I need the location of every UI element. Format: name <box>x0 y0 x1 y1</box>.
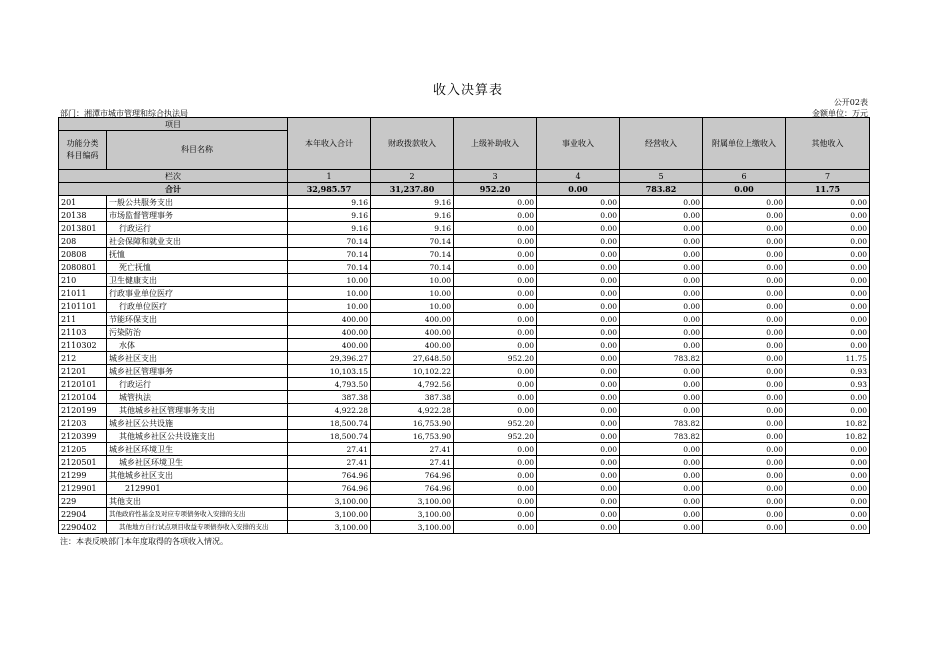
amount-cell: 9.16 <box>371 209 454 222</box>
amount-cell: 0.00 <box>454 261 537 274</box>
amount-cell: 3,100.00 <box>371 521 454 534</box>
amount-cell: 0.00 <box>620 521 703 534</box>
amount-cell: 0.93 <box>786 378 870 391</box>
amount-cell: 400.00 <box>371 339 454 352</box>
table-row <box>59 209 870 222</box>
amount-cell: 18,500.74 <box>288 417 371 430</box>
amount-cell: 0.00 <box>786 261 870 274</box>
amount-cell: 764.96 <box>288 482 371 495</box>
amount-cell: 70.14 <box>371 248 454 261</box>
table-row <box>59 222 870 235</box>
amount-cell: 0.00 <box>703 287 786 300</box>
amount-cell: 0.00 <box>786 521 870 534</box>
amount-cell: 0.00 <box>454 339 537 352</box>
amount-cell: 0.00 <box>703 443 786 456</box>
subject-code: 201 <box>59 196 107 209</box>
amount-cell: 0.00 <box>703 339 786 352</box>
amount-cell: 0.00 <box>703 209 786 222</box>
subject-code: 21205 <box>59 443 107 456</box>
amount-cell: 0.00 <box>454 443 537 456</box>
amount-cell: 0.00 <box>620 482 703 495</box>
table-row <box>59 443 870 456</box>
amount-cell: 70.14 <box>288 235 371 248</box>
amount-cell: 0.00 <box>703 222 786 235</box>
amount-cell: 764.96 <box>288 469 371 482</box>
amount-cell: 0.00 <box>786 404 870 417</box>
amount-cell: 0.00 <box>620 378 703 391</box>
subject-name: 其他政府性基金及对应专项债务收入安排的支出 <box>107 508 288 521</box>
amount-cell: 0.00 <box>786 443 870 456</box>
amount-cell: 0.00 <box>537 209 620 222</box>
amount-cell: 0.00 <box>786 209 870 222</box>
amount-cell: 0.00 <box>537 404 620 417</box>
amount-cell: 10.00 <box>288 274 371 287</box>
subject-code: 229 <box>59 495 107 508</box>
amount-cell: 0.00 <box>454 404 537 417</box>
amount-cell: 0.00 <box>703 248 786 261</box>
amount-cell: 10.00 <box>371 274 454 287</box>
amount-cell: 783.82 <box>620 430 703 443</box>
amount-cell: 3,100.00 <box>288 521 371 534</box>
amount-cell: 10.00 <box>371 300 454 313</box>
col-number-5: 6 <box>703 170 786 183</box>
col-header-0: 本年收入合计 <box>288 118 371 170</box>
table-row <box>59 313 870 326</box>
amount-cell: 0.00 <box>786 469 870 482</box>
subject-code: 2080801 <box>59 261 107 274</box>
amount-cell: 0.00 <box>454 508 537 521</box>
total-value: 783.82 <box>620 183 703 196</box>
amount-cell: 0.00 <box>703 235 786 248</box>
amount-cell: 0.00 <box>537 443 620 456</box>
table-row <box>59 274 870 287</box>
amount-cell: 0.00 <box>454 235 537 248</box>
amount-cell: 0.00 <box>703 365 786 378</box>
amount-cell: 0.00 <box>620 313 703 326</box>
col-number-1: 2 <box>371 170 454 183</box>
amount-cell: 0.00 <box>454 222 537 235</box>
total-value: 952.20 <box>454 183 537 196</box>
amount-cell: 27,648.50 <box>371 352 454 365</box>
subject-name: 城乡社区环境卫生 <box>107 456 288 469</box>
report-title: 收入决算表 <box>432 83 503 98</box>
subject-code: 210 <box>59 274 107 287</box>
amount-cell: 400.00 <box>288 326 371 339</box>
subject-name: 城管执法 <box>107 391 288 404</box>
table-row <box>59 378 870 391</box>
subject-code: 211 <box>59 313 107 326</box>
amount-cell: 0.00 <box>703 417 786 430</box>
amount-cell: 0.00 <box>620 209 703 222</box>
amount-cell: 0.00 <box>537 495 620 508</box>
table-row <box>59 495 870 508</box>
amount-cell: 0.00 <box>786 248 870 261</box>
subject-name: 污染防治 <box>107 326 288 339</box>
subject-code: 2129901 <box>59 482 107 495</box>
subject-name: 城乡社区公共设施 <box>107 417 288 430</box>
subject-name: 城乡社区支出 <box>107 352 288 365</box>
amount-cell: 0.00 <box>454 365 537 378</box>
col-number-3: 4 <box>537 170 620 183</box>
subject-name: 卫生健康支出 <box>107 274 288 287</box>
amount-cell: 0.00 <box>537 456 620 469</box>
table-row <box>59 391 870 404</box>
amount-cell: 400.00 <box>371 326 454 339</box>
amount-cell: 0.00 <box>786 235 870 248</box>
amount-cell: 29,396.27 <box>288 352 371 365</box>
amount-cell: 0.00 <box>703 378 786 391</box>
amount-cell: 0.00 <box>703 300 786 313</box>
amount-cell: 27.41 <box>288 456 371 469</box>
subject-name: 其他城乡社区管理事务支出 <box>107 404 288 417</box>
table-row <box>59 261 870 274</box>
amount-cell: 9.16 <box>371 196 454 209</box>
col-header-2: 上级补助收入 <box>454 118 537 170</box>
amount-cell: 10.00 <box>288 300 371 313</box>
amount-cell: 0.00 <box>786 222 870 235</box>
amount-cell: 0.00 <box>786 482 870 495</box>
amount-cell: 764.96 <box>371 469 454 482</box>
amount-cell: 0.00 <box>786 196 870 209</box>
amount-cell: 0.00 <box>454 482 537 495</box>
subject-name: 其他城乡社区支出 <box>107 469 288 482</box>
amount-cell: 0.00 <box>537 430 620 443</box>
amount-cell: 0.00 <box>454 326 537 339</box>
amount-cell: 0.00 <box>703 482 786 495</box>
amount-cell: 4,922.28 <box>288 404 371 417</box>
table-row <box>59 456 870 469</box>
amount-cell: 0.00 <box>537 339 620 352</box>
amount-cell: 0.00 <box>537 469 620 482</box>
amount-cell: 0.00 <box>454 378 537 391</box>
amount-cell: 27.41 <box>288 443 371 456</box>
total-value: 11.75 <box>786 183 870 196</box>
amount-cell: 3,100.00 <box>371 495 454 508</box>
subject-code: 2290402 <box>59 521 107 534</box>
table-row <box>59 521 870 534</box>
subject-name: 其他地方自行试点项目收益专项债券收入安排的支出 <box>107 521 288 534</box>
table-row <box>59 339 870 352</box>
col-number-4: 5 <box>620 170 703 183</box>
table-row <box>59 482 870 495</box>
col-number-6: 7 <box>786 170 870 183</box>
subject-code: 21203 <box>59 417 107 430</box>
amount-cell: 0.00 <box>454 313 537 326</box>
amount-cell: 4,792.56 <box>371 378 454 391</box>
amount-cell: 0.00 <box>620 365 703 378</box>
amount-cell: 0.00 <box>454 248 537 261</box>
table-row <box>59 417 870 430</box>
subject-name: 水体 <box>107 339 288 352</box>
amount-cell: 0.00 <box>537 222 620 235</box>
amount-cell: 0.00 <box>703 391 786 404</box>
subject-name: 节能环保支出 <box>107 313 288 326</box>
subject-name: 行政事业单位医疗 <box>107 287 288 300</box>
amount-cell: 9.16 <box>288 209 371 222</box>
subject-name: 死亡抚恤 <box>107 261 288 274</box>
amount-cell: 0.00 <box>703 469 786 482</box>
amount-cell: 0.00 <box>454 469 537 482</box>
amount-cell: 0.00 <box>620 235 703 248</box>
amount-cell: 0.00 <box>537 352 620 365</box>
amount-cell: 27.41 <box>371 443 454 456</box>
amount-cell: 70.14 <box>288 248 371 261</box>
amount-cell: 0.00 <box>786 313 870 326</box>
table-row <box>59 287 870 300</box>
amount-cell: 4,922.28 <box>371 404 454 417</box>
amount-cell: 0.00 <box>703 521 786 534</box>
amount-cell: 0.00 <box>786 287 870 300</box>
col-header-3: 事业收入 <box>537 118 620 170</box>
amount-cell: 4,793.50 <box>288 378 371 391</box>
subject-code: 22904 <box>59 508 107 521</box>
subject-code: 21011 <box>59 287 107 300</box>
amount-cell: 0.00 <box>454 196 537 209</box>
amount-cell: 764.96 <box>371 482 454 495</box>
table-row <box>59 352 870 365</box>
amount-cell: 400.00 <box>288 313 371 326</box>
amount-unit-label: 金额单位：万元 <box>812 109 868 118</box>
amount-cell: 0.00 <box>620 196 703 209</box>
subject-name: 社会保障和就业支出 <box>107 235 288 248</box>
amount-cell: 70.14 <box>288 261 371 274</box>
amount-cell: 0.00 <box>703 456 786 469</box>
subject-code: 2120501 <box>59 456 107 469</box>
form-number: 公开02表 <box>833 98 868 107</box>
subject-code: 20138 <box>59 209 107 222</box>
amount-cell: 0.00 <box>703 274 786 287</box>
amount-cell: 0.00 <box>703 326 786 339</box>
amount-cell: 783.82 <box>620 352 703 365</box>
total-label: 合计 <box>59 183 288 196</box>
amount-cell: 0.00 <box>620 300 703 313</box>
amount-cell: 0.00 <box>537 482 620 495</box>
amount-cell: 0.00 <box>537 378 620 391</box>
subject-code: 21299 <box>59 469 107 482</box>
amount-cell: 0.00 <box>537 391 620 404</box>
func-code-line2: 科目编码 <box>66 151 99 160</box>
table-row <box>59 430 870 443</box>
subject-code: 2120101 <box>59 378 107 391</box>
total-value: 32,985.57 <box>288 183 371 196</box>
amount-cell: 0.00 <box>620 456 703 469</box>
amount-cell: 70.14 <box>371 261 454 274</box>
amount-cell: 0.00 <box>537 274 620 287</box>
amount-cell: 0.00 <box>620 469 703 482</box>
amount-cell: 0.00 <box>454 300 537 313</box>
amount-cell: 3,100.00 <box>288 508 371 521</box>
amount-cell: 0.00 <box>620 326 703 339</box>
amount-cell: 0.00 <box>786 274 870 287</box>
amount-cell: 0.00 <box>786 495 870 508</box>
amount-cell: 0.00 <box>786 391 870 404</box>
amount-cell: 952.20 <box>454 430 537 443</box>
amount-cell: 0.00 <box>454 456 537 469</box>
total-value: 0.00 <box>703 183 786 196</box>
amount-cell: 0.00 <box>703 352 786 365</box>
amount-cell: 0.00 <box>620 391 703 404</box>
amount-cell: 0.00 <box>537 417 620 430</box>
amount-cell: 0.00 <box>454 274 537 287</box>
table-note: 注：本表反映部门本年度取得的各项收入情况。 <box>60 537 228 546</box>
amount-cell: 9.16 <box>371 222 454 235</box>
table-row <box>59 196 870 209</box>
col-header-4: 经营收入 <box>620 118 703 170</box>
col-number-2: 3 <box>454 170 537 183</box>
subject-code: 2120104 <box>59 391 107 404</box>
col-header-5: 附属单位上缴收入 <box>703 118 786 170</box>
amount-cell: 387.38 <box>288 391 371 404</box>
amount-cell: 18,500.74 <box>288 430 371 443</box>
amount-cell: 10.82 <box>786 417 870 430</box>
subject-name: 其他支出 <box>107 495 288 508</box>
amount-cell: 0.00 <box>537 261 620 274</box>
amount-cell: 0.00 <box>703 404 786 417</box>
amount-cell: 10.00 <box>288 287 371 300</box>
department-label: 部门：湘潭市城市管理和综合执法局 <box>60 109 188 118</box>
amount-cell: 11.75 <box>786 352 870 365</box>
amount-cell: 0.00 <box>454 495 537 508</box>
amount-cell: 0.00 <box>454 521 537 534</box>
item-header: 项目 <box>59 118 288 131</box>
subject-name: 城乡社区管理事务 <box>107 365 288 378</box>
table-row <box>59 365 870 378</box>
table-row <box>59 404 870 417</box>
subject-code: 20808 <box>59 248 107 261</box>
amount-cell: 9.16 <box>288 196 371 209</box>
amount-cell: 783.82 <box>620 417 703 430</box>
subject-name: 城乡社区环境卫生 <box>107 443 288 456</box>
total-value: 31,237.80 <box>371 183 454 196</box>
subject-name: 市场监督管理事务 <box>107 209 288 222</box>
amount-cell: 0.00 <box>537 313 620 326</box>
amount-cell: 0.00 <box>620 222 703 235</box>
subject-name: 其他城乡社区公共设施支出 <box>107 430 288 443</box>
amount-cell: 0.00 <box>537 300 620 313</box>
subject-code: 2110302 <box>59 339 107 352</box>
table-row <box>59 469 870 482</box>
amount-cell: 0.00 <box>454 391 537 404</box>
amount-cell: 0.00 <box>703 430 786 443</box>
amount-cell: 0.93 <box>786 365 870 378</box>
subject-code: 2120399 <box>59 430 107 443</box>
col-number-0: 1 <box>288 170 371 183</box>
subject-code: 2101101 <box>59 300 107 313</box>
subject-name: 抚恤 <box>107 248 288 261</box>
amount-cell: 16,753.90 <box>371 417 454 430</box>
amount-cell: 0.00 <box>786 508 870 521</box>
amount-cell: 3,100.00 <box>288 495 371 508</box>
amount-cell: 0.00 <box>620 274 703 287</box>
amount-cell: 0.00 <box>537 235 620 248</box>
amount-cell: 0.00 <box>537 196 620 209</box>
subject-name: 2129901 <box>107 482 288 495</box>
table-row <box>59 248 870 261</box>
col-header-1: 财政拨款收入 <box>371 118 454 170</box>
subject-name: 一般公共服务支出 <box>107 196 288 209</box>
amount-cell: 0.00 <box>620 404 703 417</box>
amount-cell: 952.20 <box>454 417 537 430</box>
amount-cell: 0.00 <box>620 508 703 521</box>
subject-name-header: 科目名称 <box>107 131 288 170</box>
func-code-header <box>59 131 107 170</box>
amount-cell: 0.00 <box>454 209 537 222</box>
amount-cell: 0.00 <box>786 456 870 469</box>
amount-cell: 0.00 <box>786 326 870 339</box>
total-value: 0.00 <box>537 183 620 196</box>
amount-cell: 0.00 <box>620 339 703 352</box>
table-row <box>59 326 870 339</box>
subject-name: 行政单位医疗 <box>107 300 288 313</box>
amount-cell: 0.00 <box>454 287 537 300</box>
func-code-line1: 功能分类 <box>66 139 99 148</box>
amount-cell: 387.38 <box>371 391 454 404</box>
amount-cell: 400.00 <box>371 313 454 326</box>
amount-cell: 0.00 <box>620 248 703 261</box>
table-row <box>59 508 870 521</box>
amount-cell: 70.14 <box>371 235 454 248</box>
amount-cell: 0.00 <box>703 495 786 508</box>
amount-cell: 0.00 <box>703 261 786 274</box>
amount-cell: 0.00 <box>620 495 703 508</box>
amount-cell: 0.00 <box>537 287 620 300</box>
amount-cell: 9.16 <box>288 222 371 235</box>
amount-cell: 10.00 <box>371 287 454 300</box>
subject-code: 21103 <box>59 326 107 339</box>
amount-cell: 0.00 <box>537 326 620 339</box>
subject-code: 21201 <box>59 365 107 378</box>
amount-cell: 10.82 <box>786 430 870 443</box>
col-header-6: 其他收入 <box>786 118 870 170</box>
amount-cell: 0.00 <box>537 248 620 261</box>
subject-code: 208 <box>59 235 107 248</box>
amount-cell: 0.00 <box>703 313 786 326</box>
amount-cell: 27.41 <box>371 456 454 469</box>
income-table <box>58 117 870 534</box>
amount-cell: 0.00 <box>537 508 620 521</box>
subject-code: 2013801 <box>59 222 107 235</box>
amount-cell: 952.20 <box>454 352 537 365</box>
subject-code: 2120199 <box>59 404 107 417</box>
amount-cell: 0.00 <box>703 508 786 521</box>
total-row <box>59 183 870 196</box>
amount-cell: 3,100.00 <box>371 508 454 521</box>
table-row <box>59 300 870 313</box>
amount-cell: 16,753.90 <box>371 430 454 443</box>
amount-cell: 10,103.15 <box>288 365 371 378</box>
col-index-label: 栏次 <box>59 170 288 183</box>
amount-cell: 400.00 <box>288 339 371 352</box>
amount-cell: 0.00 <box>620 261 703 274</box>
subject-name: 行政运行 <box>107 378 288 391</box>
amount-cell: 0.00 <box>703 196 786 209</box>
amount-cell: 0.00 <box>537 521 620 534</box>
amount-cell: 0.00 <box>620 443 703 456</box>
amount-cell: 0.00 <box>786 339 870 352</box>
amount-cell: 10,102.22 <box>371 365 454 378</box>
amount-cell: 0.00 <box>620 287 703 300</box>
table-row <box>59 235 870 248</box>
amount-cell: 0.00 <box>786 300 870 313</box>
subject-code: 212 <box>59 352 107 365</box>
amount-cell: 0.00 <box>537 365 620 378</box>
subject-name: 行政运行 <box>107 222 288 235</box>
